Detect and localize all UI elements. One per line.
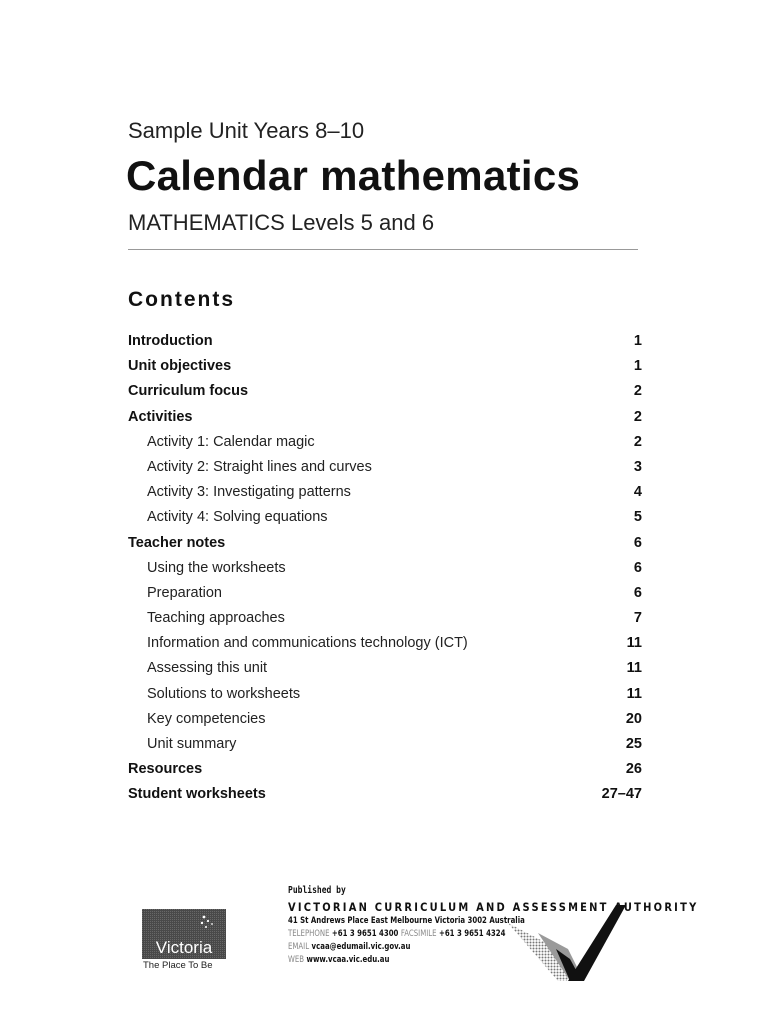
toc-entry-page: 6	[633, 534, 642, 551]
toc-entry-label: Activities	[128, 408, 193, 425]
series-label: Sample Unit Years 8–10	[128, 118, 365, 143]
toc-entry-page: 1	[633, 333, 642, 349]
toc-entry-page: 5	[633, 509, 642, 526]
toc-entry-page: 25	[625, 736, 642, 752]
toc-entry-label: Activity 3: Investigating patterns	[147, 484, 351, 501]
toc-entry-label: Teaching approaches	[147, 610, 285, 627]
contact-web	[288, 955, 389, 965]
toc-entry	[128, 758, 644, 783]
victoria-tagline: The Place To Be	[143, 960, 213, 971]
toc-entry	[128, 532, 644, 557]
toc-entry	[128, 431, 644, 456]
toc-entry-page: 27–47	[601, 786, 642, 803]
toc-entry	[128, 330, 644, 355]
toc-entry	[128, 632, 644, 657]
toc-entry	[128, 733, 644, 758]
toc-entry	[128, 406, 644, 431]
web-value: www.vcaa.vic.edu.au	[306, 955, 390, 965]
toc-entry	[128, 456, 644, 481]
contact-phone-fax	[288, 929, 505, 939]
toc-entry-label: Using the worksheets	[147, 559, 286, 576]
header-divider	[128, 249, 638, 250]
toc-entry-label: Key competencies	[147, 710, 266, 727]
authority-name: VICTORIAN CURRICULUM AND ASSESSMENT AUTHORITY	[288, 900, 699, 914]
toc-entry-page: 11	[626, 685, 642, 702]
toc-entry-label: Solutions to worksheets	[147, 685, 301, 702]
telephone-value: +61 3 9651 4300	[331, 929, 399, 939]
toc-entry	[128, 481, 644, 506]
toc-entry-label: Resources	[128, 761, 203, 778]
email-value: vcaa@edumail.vic.gov.au	[311, 942, 411, 952]
toc-entry	[128, 683, 644, 708]
toc-entry-page: 1	[633, 358, 642, 375]
toc-entry-page: 2	[633, 383, 642, 400]
toc-entry-page: 7	[633, 610, 642, 627]
toc-entry-page: 2	[633, 433, 642, 450]
toc-entry-label: Student worksheets	[128, 786, 266, 803]
document-title: Calendar mathematics	[126, 152, 581, 199]
toc-entry-page: 6	[633, 559, 642, 576]
toc-entry-label: Activity 2: Straight lines and curves	[147, 458, 372, 475]
contact-email	[288, 942, 410, 952]
web-label: WEB	[288, 955, 305, 965]
toc-entry	[128, 557, 644, 582]
published-by: Published by	[288, 885, 346, 896]
telephone-label: TELEPHONE	[288, 929, 330, 939]
facsimile-label: FACSIMILE	[400, 929, 437, 939]
toc-entry-page: 2	[633, 408, 642, 425]
toc-entry	[128, 783, 644, 808]
toc-entry-label: Preparation	[147, 584, 222, 601]
toc-entry-label: Unit summary	[147, 736, 237, 752]
victoria-logo-text: Victoria	[155, 938, 213, 957]
toc-entry-page: 20	[625, 710, 642, 727]
victoria-logo	[142, 909, 226, 959]
toc-entry-label: Assessing this unit	[147, 660, 268, 677]
facsimile-value: +61 3 9651 4324	[438, 929, 506, 939]
toc-entry-page: 11	[626, 635, 642, 652]
toc-entry-label: Unit objectives	[128, 358, 232, 375]
toc-entry	[128, 506, 644, 531]
toc-entry-label: Teacher notes	[128, 534, 226, 551]
toc-entry	[128, 582, 644, 607]
toc-entry-label: Information and communications technology (ICT)	[147, 635, 468, 652]
authority-address: 41 St Andrews Place East Melbourne Victoria 3002 Australia	[288, 916, 525, 926]
toc-entry-page: 6	[633, 584, 642, 601]
toc-entry-page: 4	[633, 484, 642, 501]
email-label: EMAIL	[288, 942, 310, 952]
document-subtitle: MATHEMATICS Levels 5 and 6	[128, 210, 435, 235]
vcaa-logo-mark	[508, 905, 628, 985]
contents-heading: Contents	[128, 288, 235, 311]
toc-entry-label: Activity 1: Calendar magic	[147, 433, 315, 450]
toc-entry	[128, 355, 644, 380]
table-of-contents	[128, 330, 644, 809]
toc-entry-label: Introduction	[128, 333, 213, 349]
toc-entry-page: 11	[626, 660, 642, 677]
toc-entry-label: Activity 4: Solving equations	[147, 509, 328, 526]
toc-entry	[128, 607, 644, 632]
toc-entry-page: 3	[633, 458, 642, 475]
toc-entry	[128, 380, 644, 405]
toc-entry-page: 26	[625, 761, 642, 778]
toc-entry	[128, 708, 644, 733]
toc-entry	[128, 657, 644, 682]
toc-entry-label: Curriculum focus	[128, 383, 249, 400]
